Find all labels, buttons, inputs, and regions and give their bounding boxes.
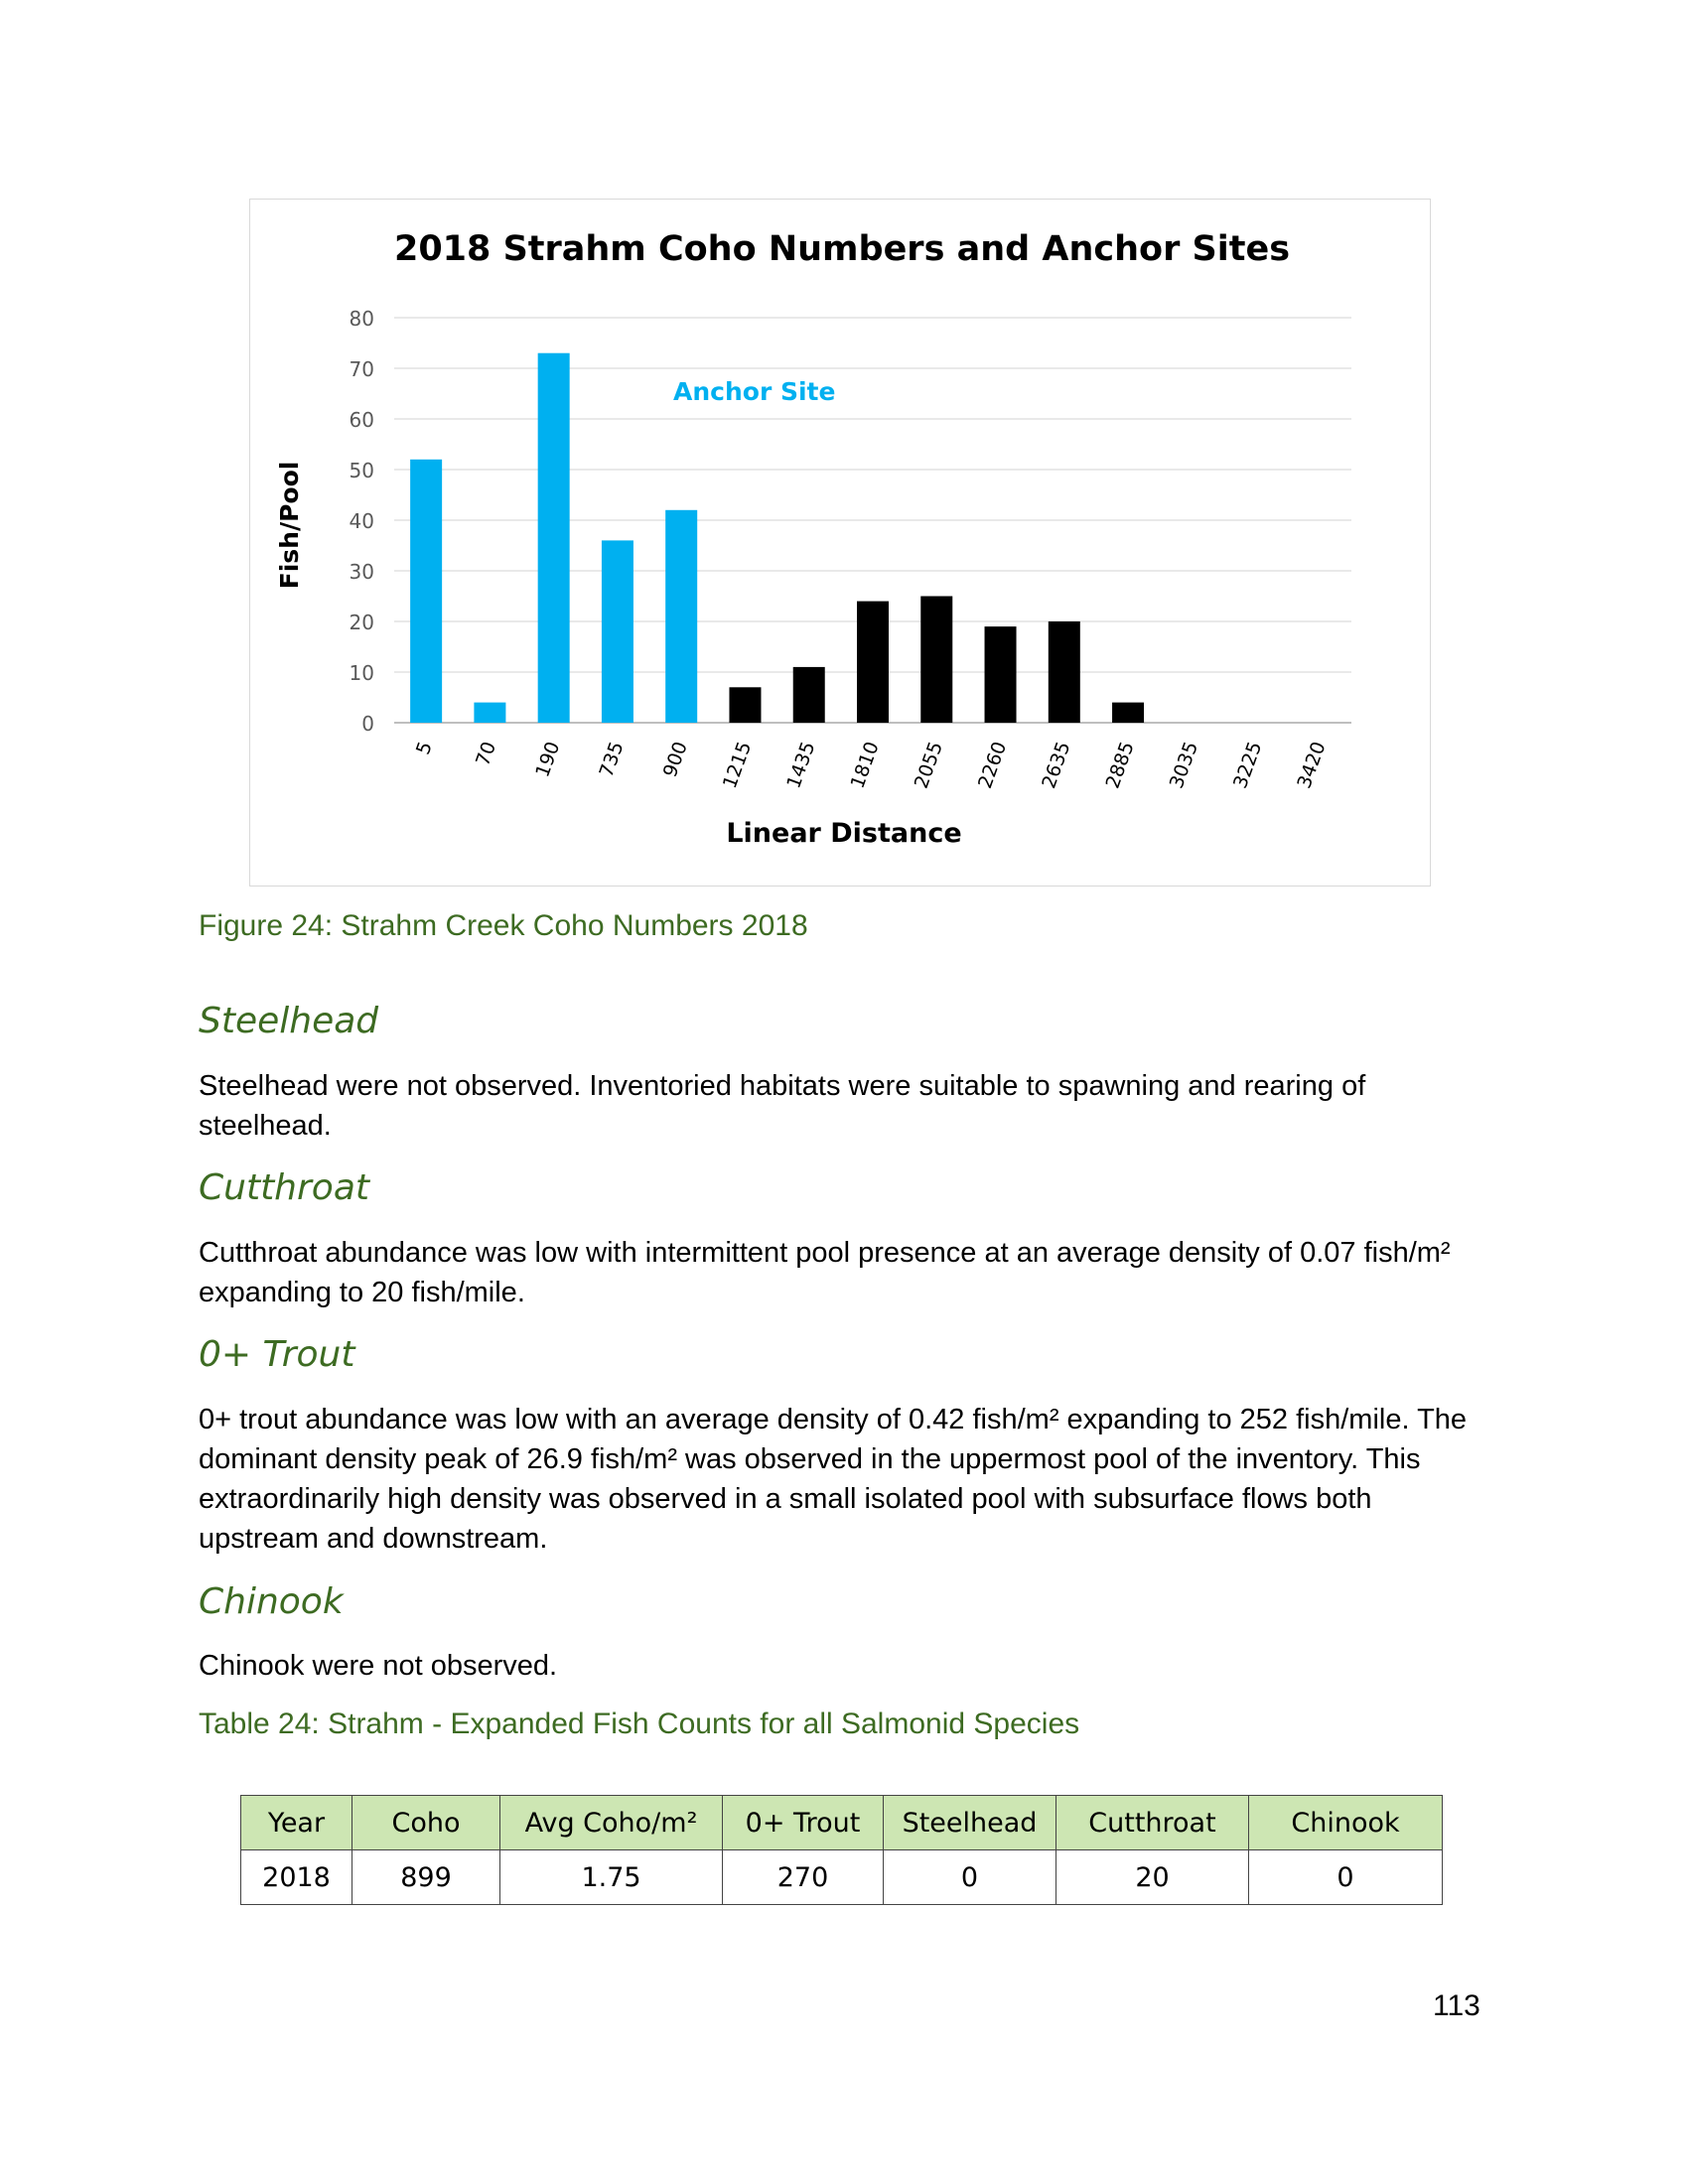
x-axis-label: Linear Distance <box>726 818 962 849</box>
x-tick-label: 2055 <box>910 739 947 792</box>
section-heading-chinook: Chinook <box>199 1581 344 1622</box>
y-tick-label: 80 <box>349 307 374 331</box>
section-heading-steelhead: Steelhead <box>199 1001 379 1041</box>
x-tick-label: 3225 <box>1229 739 1267 792</box>
y-axis-label: Fish/Pool <box>275 461 304 590</box>
section-text-cutthroat: Cutthroat abundance was low with intermittent pool presence at an average density of 0.07 fish/m² expanding to 20 fish/mile. <box>199 1237 1451 1308</box>
table-header-cell: Coho <box>352 1796 500 1850</box>
x-tick-labels <box>412 739 1331 791</box>
x-tick-label: 2635 <box>1038 739 1075 792</box>
y-tick-label: 30 <box>349 560 374 584</box>
table-cell: 0 <box>884 1850 1056 1905</box>
bar-1215 <box>729 687 761 723</box>
bar-5 <box>410 460 442 723</box>
x-tick-label: 2260 <box>974 739 1012 792</box>
section-text-steelhead: Steelhead were not observed. Inventoried habitats were suitable to spawning and rearing of steelhead. <box>199 1070 1366 1142</box>
chart-title: 2018 Strahm Coho Numbers and Anchor Sites <box>393 229 1291 269</box>
table-cell: 0 <box>1249 1850 1443 1905</box>
y-tick-label: 50 <box>349 459 374 482</box>
table-header-cell: 0+ Trout <box>723 1796 884 1850</box>
bar-2055 <box>920 597 952 724</box>
y-tick-label: 60 <box>349 408 374 432</box>
x-tick-label: 1435 <box>782 739 820 792</box>
table-cell: 2018 <box>241 1850 352 1905</box>
y-tick-label: 70 <box>349 357 374 381</box>
y-tick-label: 0 <box>361 712 374 736</box>
section-heading-trout: 0+ Trout <box>199 1334 355 1375</box>
table-caption: Table 24: Strahm - Expanded Fish Counts for all Salmonid Species <box>199 1707 1080 1740</box>
section-text-trout: 0+ trout abundance was low with an average density of 0.42 fish/m² expanding to 252 fish/mile. The dominant density peak of 26.9 fish/m² was observed in the uppermost pool of the inventory. This extraordinarily high density was observed in a small isolated pool with subsurface flows both upstream and downstream. <box>199 1404 1468 1555</box>
chart-container <box>249 199 1431 887</box>
bar-190 <box>538 353 570 723</box>
fish-counts-table <box>240 1795 1443 1905</box>
y-tick-labels <box>350 307 374 736</box>
bar-2885 <box>1112 703 1144 723</box>
table-row <box>241 1850 1443 1905</box>
x-tick-label: 735 <box>595 739 629 780</box>
x-tick-label: 3420 <box>1293 739 1331 792</box>
bar-70 <box>474 703 505 723</box>
section-text-chinook: Chinook were not observed. <box>199 1650 558 1682</box>
bar-735 <box>602 540 633 723</box>
table-header-row <box>241 1796 1443 1850</box>
page-number: 113 <box>1433 1989 1480 2022</box>
section-heading-cutthroat: Cutthroat <box>199 1167 370 1208</box>
table-header-cell: Steelhead <box>884 1796 1056 1850</box>
x-tick-label: 5 <box>412 739 437 758</box>
x-tick-label: 190 <box>531 739 565 780</box>
x-tick-label: 2885 <box>1101 739 1139 792</box>
bar-2260 <box>985 626 1017 723</box>
table-cell: 1.75 <box>500 1850 723 1905</box>
table-header-cell: Year <box>241 1796 352 1850</box>
bar-chart <box>250 200 1432 887</box>
table-header-cell: Cutthroat <box>1056 1796 1249 1850</box>
figure-caption: Figure 24: Strahm Creek Coho Numbers 2018 <box>199 909 808 942</box>
y-tick-label: 10 <box>349 661 374 685</box>
x-tick-label: 900 <box>658 739 692 780</box>
table-cell: 899 <box>352 1850 500 1905</box>
table-header-cell: Chinook <box>1249 1796 1443 1850</box>
table-header-cell: Avg Coho/m² <box>500 1796 723 1850</box>
bar-1810 <box>857 602 889 723</box>
anchor-site-annotation: Anchor Site <box>673 377 836 406</box>
x-tick-label: 3035 <box>1165 739 1203 792</box>
x-tick-label: 1215 <box>718 739 757 792</box>
bar-2635 <box>1049 621 1080 723</box>
x-tick-label: 1810 <box>846 739 884 792</box>
table-cell: 270 <box>723 1850 884 1905</box>
table-cell: 20 <box>1056 1850 1249 1905</box>
y-tick-label: 40 <box>349 509 374 533</box>
bars <box>410 353 1144 723</box>
bar-900 <box>665 510 697 723</box>
x-tick-label: 70 <box>472 739 501 769</box>
bar-1435 <box>793 667 825 723</box>
y-tick-label: 20 <box>349 611 374 634</box>
